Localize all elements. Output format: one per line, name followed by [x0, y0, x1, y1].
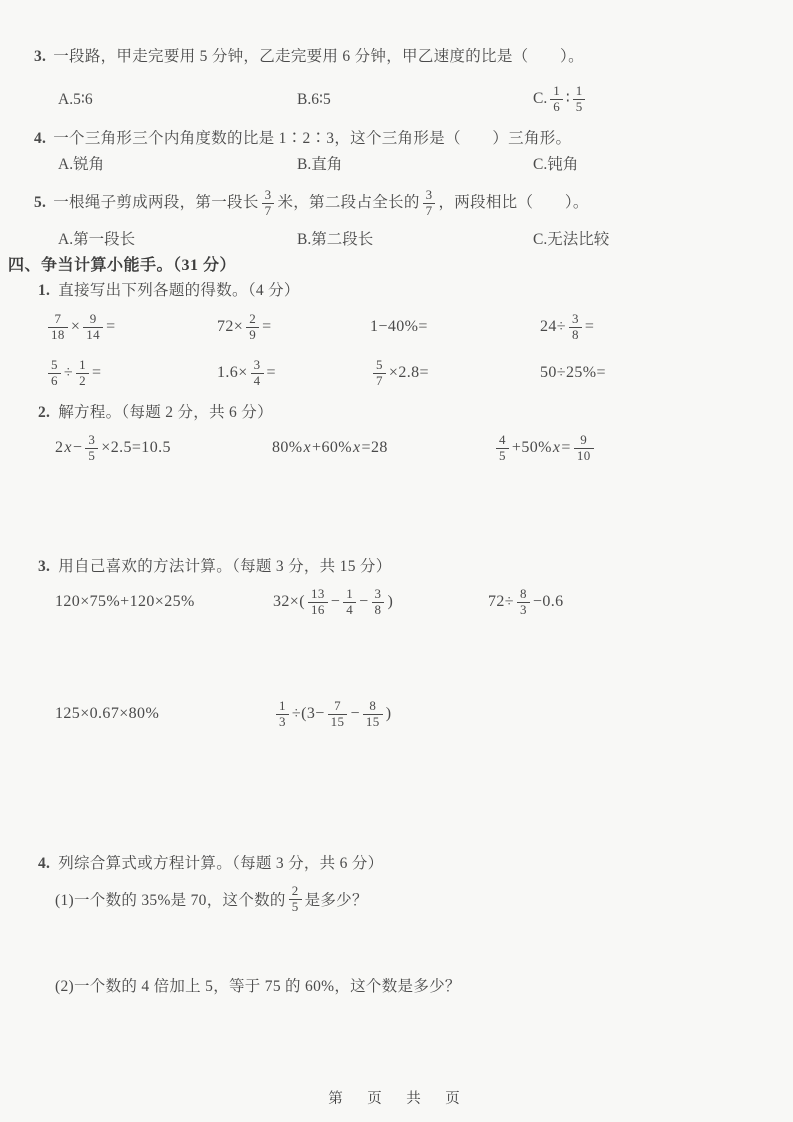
question-5-options	[58, 229, 767, 251]
item-4-title-text: 列综合算式或方程计算。（每题 3 分，共 6 分）	[58, 855, 384, 872]
word-problem-1: (1)一个数的 35%是 70，这个数的 $\frac{2}{5}$ 是多少？	[55, 882, 368, 914]
question-5	[34, 184, 767, 222]
method-row-1	[55, 578, 767, 626]
question-5-option-b: B.第二段长	[297, 231, 374, 248]
question-4	[34, 128, 767, 150]
question-5-stem: 一根绳子剪成两段，第一段长 $\frac{3}{7}$ 米，第二段占全长的 $\frac{3}{7}$ ，两段相比（ ）。	[53, 186, 589, 218]
item-1-title	[38, 280, 767, 302]
fraction: $\frac{4}{5}$	[496, 433, 509, 464]
calc-expression: 50÷25%=	[540, 364, 606, 381]
item-3-title-text: 用自己喜欢的方法计算。（每题 3 分，共 15 分）	[58, 558, 392, 575]
fraction: $\frac{9}{10}$	[574, 433, 594, 464]
question-3-number: 3.	[34, 48, 47, 65]
question-3-option-b: B.6∶5	[297, 90, 331, 108]
item-2-title-text: 解方程。（每题 2 分，共 6 分）	[58, 404, 273, 421]
item-1-title-text: 直接写出下列各题的得数。（4 分）	[58, 282, 300, 299]
item-3-title	[38, 556, 767, 578]
question-4-stem: 一个三角形三个内角度数的比是 1∶2∶3，这个三角形是（ ）三角形。	[53, 130, 572, 147]
fraction: $\frac{9}{14}$	[83, 312, 103, 343]
fraction: $\frac{1}{4}$	[343, 587, 356, 618]
calc-expression: 72× $\frac{2}{9}$ =	[217, 310, 272, 342]
question-4-option-a: A.锐角	[58, 156, 105, 173]
fraction: $\frac{1}{2}$	[76, 358, 89, 389]
calc-expression: $\frac{5}{7}$ ×2.8=	[370, 358, 540, 389]
question-5-option-a: A.第一段长	[58, 231, 136, 248]
equation: 2 x − $\frac{3}{5}$ ×2.5=10.5	[55, 431, 171, 463]
calc-expression: 24÷ $\frac{3}{8}$ =	[540, 310, 595, 342]
item-2-title	[38, 402, 767, 424]
fraction: $\frac{7}{15}$	[328, 699, 348, 730]
fraction: $\frac{13}{16}$	[308, 587, 328, 618]
item-2-number: 2.	[38, 404, 51, 421]
fraction: $\frac{3}{7}$	[262, 188, 275, 219]
fraction: $\frac{3}{4}$	[251, 358, 264, 389]
question-5-number: 5.	[34, 194, 47, 211]
question-3-stem: 一段路，甲走完要用 5 分钟，乙走完要用 6 分钟，甲乙速度的比是（ ）。	[53, 48, 584, 65]
question-3-options	[58, 80, 767, 118]
item-3-number: 3.	[38, 558, 51, 575]
method-expression: 32×( $\frac{13}{16}$ − $\frac{1}{4}$ − $\frac{3}{8}$ )	[273, 585, 394, 617]
method-expression: 72÷ $\frac{8}{3}$ −0.6	[488, 585, 564, 617]
item-1-number: 1.	[38, 282, 51, 299]
question-4-option-b: B.直角	[297, 156, 343, 173]
page-footer: 第 页 共 页	[328, 1091, 465, 1107]
method-expression: $\frac{1}{3}$ ÷(3− $\frac{7}{15}$ − $\frac{8}{15}$ )	[273, 699, 488, 730]
calc-expression: $\frac{5}{6}$ ÷ $\frac{1}{2}$ =	[45, 358, 217, 389]
question-4-options	[58, 154, 767, 176]
equation: $\frac{4}{5}$ +50% x = $\frac{9}{10}$	[493, 433, 767, 464]
fraction: $\frac{7}{18}$	[48, 312, 68, 343]
method-expression: 120×75%+120×25%	[55, 593, 195, 610]
item-4-number: 4.	[38, 855, 51, 872]
fraction: $\frac{3}{8}$	[372, 587, 385, 618]
question-3-option-c: C. $\frac{1}{6}$ ∶ $\frac{1}{5}$	[533, 84, 767, 115]
question-3	[34, 46, 767, 68]
method-expression: 125×0.67×80%	[55, 705, 160, 722]
fraction: $\frac{1}{6}$	[550, 84, 563, 115]
fraction: $\frac{3}{5}$	[85, 433, 98, 464]
fraction: $\frac{3}{8}$	[569, 312, 582, 343]
word-problem-2: (2)一个数的 4 倍加上 5，等于 75 的 60%，这个数是多少？	[55, 978, 461, 995]
calc-row-2	[45, 350, 767, 396]
item-4-title	[38, 853, 767, 875]
question-5-option-c: C.无法比较	[533, 231, 610, 248]
fraction: $\frac{5}{6}$	[48, 358, 61, 389]
fraction: $\frac{1}{3}$	[276, 699, 289, 730]
equation-row	[55, 424, 767, 472]
question-4-option-c: C.钝角	[533, 156, 579, 173]
calc-row-1	[45, 304, 767, 350]
section-4-header: 四、争当计算小能手。（31 分）	[8, 257, 237, 274]
fraction: $\frac{3}{7}$	[423, 188, 436, 219]
calc-expression: 1.6× $\frac{3}{4}$ =	[217, 356, 276, 388]
fraction: $\frac{8}{3}$	[517, 587, 530, 618]
fraction: $\frac{8}{15}$	[363, 699, 383, 730]
fraction: $\frac{1}{5}$	[573, 84, 586, 115]
fraction: $\frac{2}{9}$	[246, 312, 259, 343]
question-3-option-a: A.5∶6	[58, 90, 93, 108]
fraction: $\frac{2}{5}$	[289, 884, 302, 915]
calc-expression: 1−40%=	[370, 318, 428, 335]
calc-expression: $\frac{7}{18}$ × $\frac{9}{14}$ =	[45, 312, 217, 343]
question-4-number: 4.	[34, 130, 47, 147]
method-row-2	[55, 690, 767, 738]
equation: 80% x +60% x =28	[272, 439, 388, 456]
fraction: $\frac{5}{7}$	[373, 358, 386, 389]
